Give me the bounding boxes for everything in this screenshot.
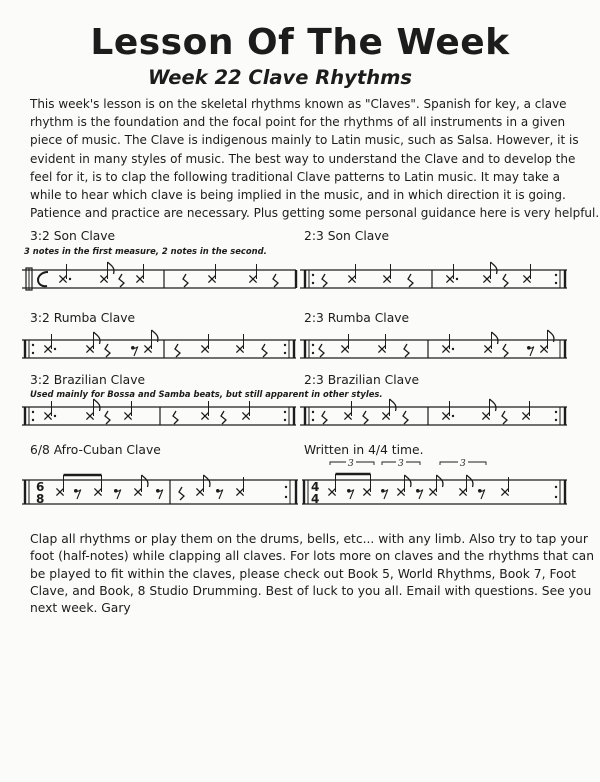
- staff-afro-cuban: [22, 475, 298, 506]
- closing-line: be played to fit within the claves, please check out Book 5, World Rhythms, Book 7, Foot: [30, 566, 576, 581]
- intro-line: rhythm is the foundation and the focal point for the rhythms of all instruments in a given: [30, 115, 566, 130]
- tuplet-3: 3: [398, 459, 404, 469]
- closing-paragraph: [30, 531, 594, 617]
- staff-brazilian-23: [300, 399, 567, 425]
- staff-rumba-23: [300, 330, 567, 358]
- brazilian-32-note: Used mainly for Bossa and Samba beats, but still apparent in other styles.: [30, 389, 383, 399]
- closing-line: Clave, and Book, 8 Studio Drumming. Best of luck to you all. Email with questions. See you: [30, 583, 592, 598]
- staff-brazilian-32: [22, 399, 296, 425]
- intro-line: feel for it, is to clap the following traditional Clave patterns to Latin music. It may take a: [30, 169, 560, 184]
- time-signature-top: 4: [311, 480, 320, 494]
- intro-line: Patience and practice are necessary. Plus getting some personal guidance here is very helpful.: [30, 206, 600, 221]
- staff-son-23: [300, 262, 567, 288]
- page-title: Lesson Of The Week: [90, 22, 510, 63]
- time-signature-top: 6: [36, 480, 45, 494]
- closing-line: Clap all rhythms or play them on the drums, bells, etc... with any limb. Also try to tap your: [30, 532, 588, 546]
- son-32-note: 3 notes in the first measure, 2 notes in the second.: [24, 246, 267, 256]
- staff-written-44: [302, 459, 567, 506]
- tuplet-3: 3: [348, 459, 354, 469]
- tuplet-3: 3: [460, 459, 466, 469]
- staff-son-32: [22, 262, 296, 290]
- son-23-label: 2:3 Son Clave: [304, 229, 390, 243]
- time-signature-bottom: 8: [36, 492, 45, 506]
- rumba-23-label: 2:3 Rumba Clave: [304, 311, 410, 325]
- page-subtitle: Week 22 Clave Rhythms: [148, 66, 413, 89]
- staff-rumba-32: [22, 330, 296, 358]
- intro-line: piece of music. The Clave is indigenous mainly to Latin music, such as Salsa. However, it is: [30, 133, 579, 148]
- son-32-label: 3:2 Son Clave: [30, 229, 116, 243]
- rumba-32-label: 3:2 Rumba Clave: [30, 311, 136, 325]
- closing-line: next week. Gary: [30, 601, 131, 616]
- closing-line: foot (half-notes) while clapping all claves. For lots more on claves and the rhythms that can: [30, 549, 595, 564]
- time-signature-bottom: 4: [311, 492, 320, 506]
- brazilian-23-label: 2:3 Brazilian Clave: [304, 373, 420, 387]
- intro-line: while to hear which clave is being implied in the music, and in which direction it is going.: [30, 188, 566, 203]
- afro-cuban-label: 6/8 Afro-Cuban Clave: [30, 443, 161, 457]
- common-time-icon: [38, 272, 48, 286]
- intro-line: evident in many styles of music. The best way to understand the Clave and to develop the: [30, 151, 576, 166]
- written-44-label: Written in 4/4 time.: [304, 443, 424, 457]
- brazilian-32-label: 3:2 Brazilian Clave: [30, 373, 146, 387]
- intro-line: This week's lesson is on the skeletal rhythms known as "Claves". Spanish for key, a clave: [30, 97, 567, 111]
